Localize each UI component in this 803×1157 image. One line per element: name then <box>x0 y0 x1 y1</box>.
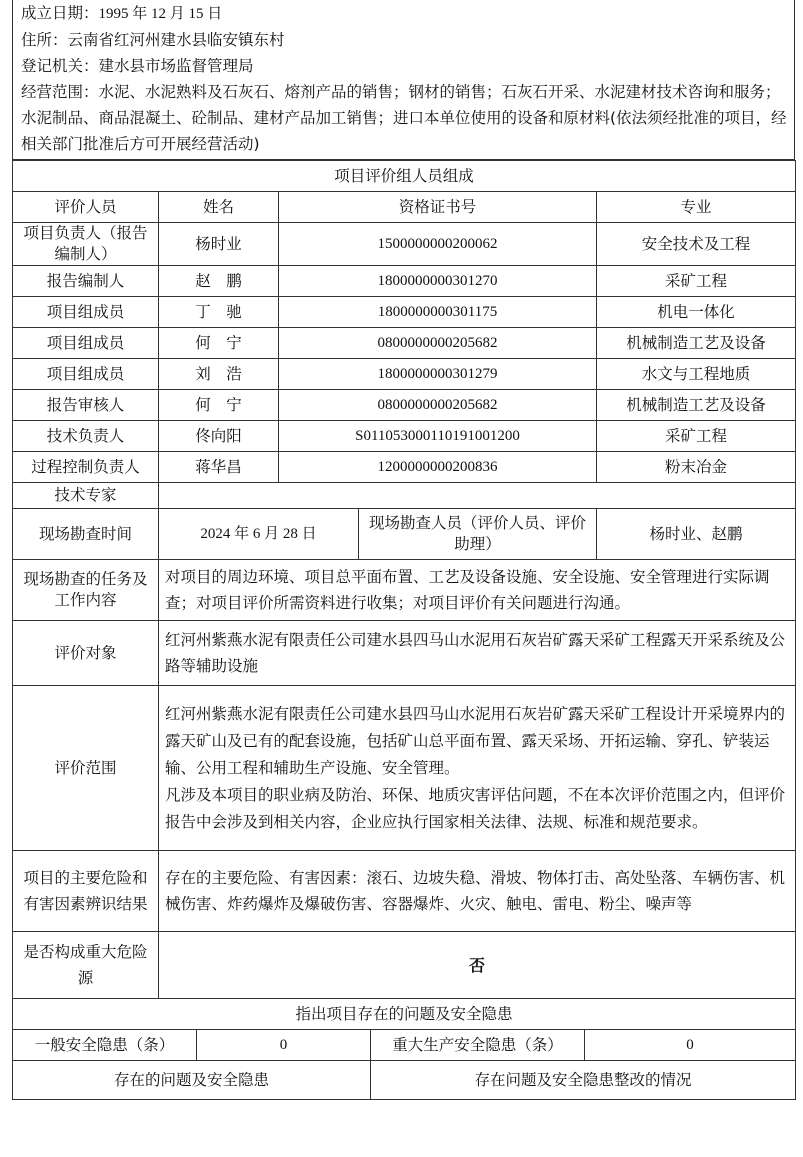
team-table <box>12 160 796 509</box>
header-name: 姓名 <box>159 192 279 223</box>
team-cert: 1800000000301175 <box>279 297 597 328</box>
survey-task-row <box>13 560 796 621</box>
address-line <box>21 27 788 53</box>
evaluation-object-value: 红河州紫燕水泥有限责任公司建水县四马山水泥用石灰岩矿露天采矿工程露天开采系统及公路等辅助设施 <box>159 621 796 686</box>
expert-label: 技术专家 <box>13 483 159 509</box>
team-cert: 1800000000301270 <box>279 266 597 297</box>
team-cert: 1200000000200836 <box>279 452 597 483</box>
survey-table <box>12 508 796 999</box>
evaluation-object-row <box>13 621 796 686</box>
major-hazard-row <box>13 932 796 999</box>
major-production-hazard-label: 重大生产安全隐患（条） <box>371 1030 585 1061</box>
major-production-hazard-value: 0 <box>585 1030 796 1061</box>
major-hazard-value: 否 <box>159 932 796 999</box>
table-row <box>13 390 796 421</box>
registry-label: 登记机关： <box>21 57 99 75</box>
team-major: 粉末冶金 <box>597 452 796 483</box>
table-row <box>13 297 796 328</box>
team-major: 机电一体化 <box>597 297 796 328</box>
team-role: 报告审核人 <box>13 390 159 421</box>
table-row <box>13 421 796 452</box>
team-role: 过程控制负责人 <box>13 452 159 483</box>
team-name: 何 宁 <box>159 390 279 421</box>
team-cert: 0800000000205682 <box>279 390 597 421</box>
team-cert: 1800000000301279 <box>279 359 597 390</box>
header-cert: 资格证书号 <box>279 192 597 223</box>
team-name: 丁 驰 <box>159 297 279 328</box>
established-value: 1995 年 12 月 15 日 <box>98 6 223 22</box>
team-cert: 1500000000200062 <box>279 223 597 266</box>
evaluation-scope-value <box>159 686 796 851</box>
team-major: 水文与工程地质 <box>597 359 796 390</box>
issues-col-rectification: 存在问题及安全隐患整改的情况 <box>371 1061 796 1100</box>
survey-task-label: 现场勘查的任务及工作内容 <box>13 560 159 621</box>
document-page <box>12 0 795 1100</box>
survey-time-label: 现场勘查时间 <box>13 509 159 560</box>
expert-row <box>13 483 796 509</box>
team-role: 项目负责人（报告编制人） <box>13 223 159 266</box>
team-name: 何 宁 <box>159 328 279 359</box>
scope-value: 水泥、水泥熟料及石灰石、熔剂产品的销售；钢材的销售；石灰石开采、水泥建材技术咨询和服务；水泥制品、商品混凝土、砼制品、建材产品加工销售；进口本单位使用的设备和原材料(依法须经批准的项目，经相关部门批准后方可开展经营活动) <box>21 83 787 153</box>
registry-value: 建水县市场监督管理局 <box>98 57 254 75</box>
survey-task-value: 对项目的周边环境、项目总平面布置、工艺及设备设施、安全设施、安全管理进行实际调查；对项目评价所需资料进行收集；对项目评价有关问题进行沟通。 <box>159 560 796 621</box>
general-hazard-label: 一般安全隐患（条） <box>13 1030 197 1061</box>
hazard-value: 存在的主要危险、有害因素：滚石、边坡失稳、滑坡、物体打击、高处坠落、车辆伤害、机械伤害、炸药爆炸及爆破伤害、容器爆炸、火灾、触电、雷电、粉尘、噪声等 <box>159 851 796 932</box>
team-major: 机械制造工艺及设备 <box>597 328 796 359</box>
evaluation-scope-label: 评价范围 <box>13 686 159 851</box>
hazard-label: 项目的主要危险和有害因素辨识结果 <box>13 851 159 932</box>
evaluation-object-label: 评价对象 <box>13 621 159 686</box>
team-major: 采矿工程 <box>597 266 796 297</box>
team-name: 蒋华昌 <box>159 452 279 483</box>
address-value: 云南省红河州建水县临安镇东村 <box>67 31 285 49</box>
survey-time-row <box>13 509 796 560</box>
issues-table <box>12 998 796 1100</box>
evaluation-scope-paragraph-1: 红河州紫燕水泥有限责任公司建水县四马山水泥用石灰岩矿露天采矿工程设计开采境界内的露天矿山及已有的配套设施，包括矿山总平面布置、露天采场、开拓运输、穿孔、铲装运输、公用工程和辅助生产设施、安全管理。 <box>165 704 786 777</box>
evaluation-scope-paragraph-2: 凡涉及本项目的职业病及防治、环保、地质灾害评估问题，不在本次评价范围之内，但评价报告中会涉及到相关内容，企业应执行国家相关法律、法规、标准和规范要求。 <box>165 785 786 831</box>
team-major: 采矿工程 <box>597 421 796 452</box>
evaluation-scope-row <box>13 686 796 851</box>
major-hazard-label: 是否构成重大危险源 <box>13 932 159 999</box>
team-role: 项目组成员 <box>13 297 159 328</box>
survey-time-value: 2024 年 6 月 28 日 <box>159 509 359 560</box>
table-row <box>13 359 796 390</box>
expert-value <box>159 483 796 509</box>
team-role: 项目组成员 <box>13 328 159 359</box>
address-label: 住所： <box>21 31 68 49</box>
established-label: 成立日期： <box>21 4 99 22</box>
issues-columns-row <box>13 1061 796 1100</box>
team-header-row <box>13 192 796 223</box>
issues-count-row <box>13 1030 796 1061</box>
team-cert: 0800000000205682 <box>279 328 597 359</box>
team-role: 报告编制人 <box>13 266 159 297</box>
table-row <box>13 266 796 297</box>
team-name: 刘 浩 <box>159 359 279 390</box>
table-row <box>13 452 796 483</box>
table-row <box>13 223 796 266</box>
established-line <box>21 0 788 27</box>
general-hazard-value: 0 <box>197 1030 371 1061</box>
team-name: 赵 鹏 <box>159 266 279 297</box>
header-major: 专业 <box>597 192 796 223</box>
team-role: 项目组成员 <box>13 359 159 390</box>
survey-staff-label: 现场勘查人员（评价人员、评价助理） <box>359 509 597 560</box>
scope-label: 经营范围： <box>21 83 99 101</box>
header-role: 评价人员 <box>13 192 159 223</box>
scope-line <box>21 79 788 157</box>
survey-staff-value: 杨时业、赵鹏 <box>597 509 796 560</box>
company-info <box>13 0 794 160</box>
team-name: 佟向阳 <box>159 421 279 452</box>
team-role: 技术负责人 <box>13 421 159 452</box>
registry-line <box>21 53 788 79</box>
hazard-row <box>13 851 796 932</box>
team-major: 安全技术及工程 <box>597 223 796 266</box>
team-section-title: 项目评价组人员组成 <box>13 161 796 192</box>
team-cert: S011053000110191001200 <box>279 421 597 452</box>
issues-col-problems: 存在的问题及安全隐患 <box>13 1061 371 1100</box>
team-name: 杨时业 <box>159 223 279 266</box>
issues-section-title: 指出项目存在的问题及安全隐患 <box>13 999 796 1030</box>
team-major: 机械制造工艺及设备 <box>597 390 796 421</box>
table-row <box>13 328 796 359</box>
company-info-frame <box>12 0 795 161</box>
